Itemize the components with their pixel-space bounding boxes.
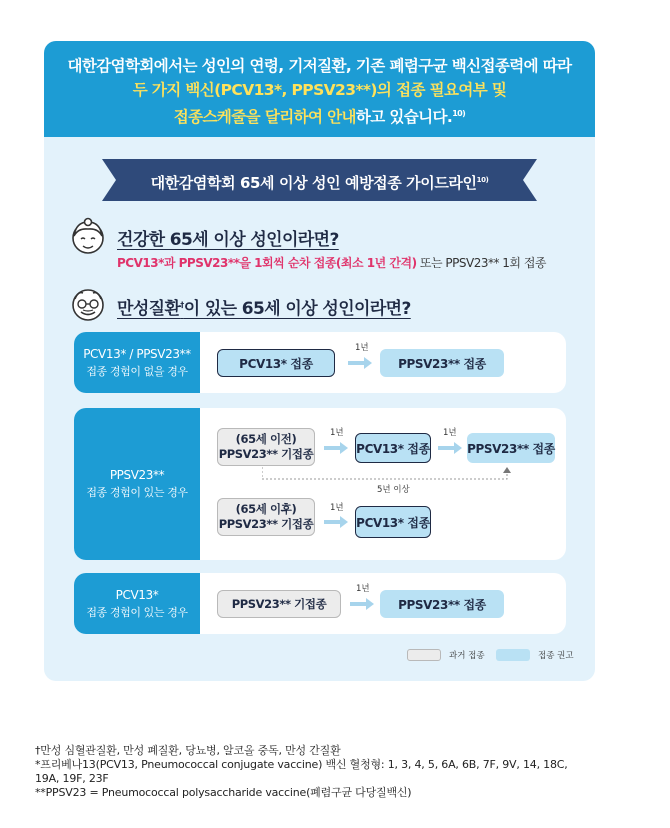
- header-line-3-highlight: 접종스케줄을 달리하여 안내: [173, 108, 356, 127]
- past-ppsv23-after-65-box: [217, 498, 315, 536]
- section-3-label-main: PCV13*: [115, 587, 159, 602]
- interval-3-1-year: 1년: [356, 584, 370, 594]
- past-ppsv23-before-65-box: [217, 428, 315, 466]
- banner-ref: 10): [476, 176, 489, 184]
- section-1-label-sub: 접종 경험이 없을 경우: [86, 364, 188, 378]
- guideline-card: [44, 41, 595, 681]
- section-2-label: [74, 408, 200, 560]
- legend-recommended-swatch: [496, 649, 530, 661]
- chronic-title-dagger: †: [180, 300, 184, 310]
- header-ref: 10): [452, 109, 466, 118]
- pcv13-vaccination-box: PCV13* 접종: [217, 349, 335, 377]
- healthy-description: [117, 254, 546, 271]
- header-line-2: 두 가지 백신(PCV13*, PPSV23**)의 접종 필요여부 및: [132, 81, 507, 99]
- healthy-desc-highlight: PCV13*과 PPSV23**을 1회씩 순차 접종(최소 1년 간격): [117, 256, 417, 270]
- right-arrow-icon: [350, 598, 374, 610]
- right-arrow-icon: [348, 357, 372, 369]
- header-panel: [44, 41, 595, 137]
- five-years-label: 5년 이상: [374, 483, 413, 495]
- section-1-label-main: PCV13* / PPSV23**: [83, 346, 191, 361]
- footnote-4: **PPSV23 = Pneumococcal polysaccharide vaccine(폐렴구균 다당질백신): [35, 786, 412, 799]
- section-no-history: [74, 332, 566, 393]
- ppsv23-after-pcv13-box: PPSV23** 접종: [380, 590, 504, 618]
- legend-past-swatch: [407, 649, 441, 661]
- header-line-3: [44, 102, 595, 129]
- elderly-man-glasses-icon: [68, 285, 108, 325]
- legend-recommended-label: 접종 권고: [538, 651, 574, 661]
- interval-b-1-year: 1년: [443, 428, 457, 438]
- section-2-label-sub: 접종 경험이 있는 경우: [86, 486, 188, 499]
- right-arrow-icon: [324, 442, 348, 454]
- chronic-title: [117, 294, 411, 319]
- ppsv23-repeat-box: PPSV23** 접종: [467, 433, 555, 463]
- interval-a-1-year: 1년: [330, 428, 344, 438]
- banner-title: 대한감염학회 65세 이상 성인 예방접종 가이드라인: [150, 174, 477, 192]
- legend-past-label: 과거 접종: [449, 651, 485, 661]
- footnote-2: *프리베나13(PCV13, Pneumococcal conjugate vaccine) 백신 혈청형: 1, 3, 4, 5, 6A, 6B, 7F, 9V, 14, 18C,: [35, 758, 568, 771]
- past-after-65-line2: PPSV23** 기접종: [218, 517, 314, 531]
- section-2-label-main: PPSV23**: [109, 468, 165, 482]
- interval-c-1-year: 1년: [330, 503, 344, 513]
- section-1-label: [74, 332, 200, 393]
- footnote-1: †만성 심혈관질환, 만성 폐질환, 당뇨병, 알코올 중독, 만성 간질환: [35, 744, 341, 757]
- pcv13-after-ppsv23-box: PCV13* 접종: [355, 433, 431, 463]
- healthy-desc-rest: 또는 PPSV23** 1회 접종: [416, 256, 546, 270]
- chronic-title-suffix: 이 있는 65세 이상 성인이라면?: [183, 299, 411, 319]
- section-pcv13-history: [74, 573, 566, 634]
- right-arrow-icon: [324, 516, 348, 528]
- guideline-banner: [102, 159, 537, 201]
- past-before-65-line2: PPSV23** 기접종: [218, 447, 314, 461]
- header-line-3-rest: 하고 있습니다.: [355, 108, 453, 127]
- pcv13-after-late-ppsv23-box: PCV13* 접종: [355, 506, 431, 538]
- past-pcv13-box: PPSV23** 기접종: [217, 590, 341, 618]
- healthy-title: 건강한 65세 이상 성인이라면?: [117, 230, 339, 250]
- ppsv23-vaccination-box: PPSV23** 접종: [380, 349, 504, 377]
- section-ppsv23-history: [74, 408, 566, 560]
- section-3-label-sub: 접종 경험이 있는 경우: [86, 605, 188, 619]
- chronic-title-prefix: 만성질환: [117, 299, 181, 319]
- footnote-3: 19A, 19F, 23F: [35, 772, 109, 785]
- header-line-1: 대한감염학회에서는 성인의 연령, 기저질환, 기존 폐렴구균 백신접종력에 따라: [67, 57, 572, 75]
- section-3-label: [74, 573, 200, 634]
- past-before-65-line1: (65세 이전): [235, 432, 297, 446]
- elderly-woman-icon: [68, 217, 108, 257]
- interval-1-year: 1년: [355, 343, 369, 353]
- past-after-65-line1: (65세 이후): [235, 502, 297, 516]
- right-arrow-icon: [438, 442, 462, 454]
